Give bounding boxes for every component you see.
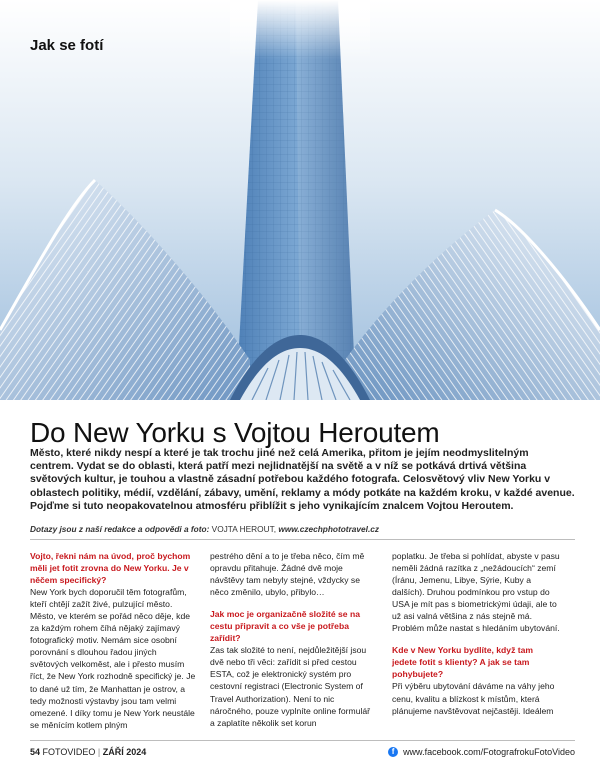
answer-1-continued: pestrého dění a to je třeba něco, čím mě opravdu přitahuje. Žádné dvě moje návštěvy tam nebyly stejné, vždycky se něco změnilo, ubylo, přibylo… — [210, 551, 365, 598]
section-label: Jak se fotí — [30, 37, 104, 54]
divider — [30, 539, 575, 540]
question-2: Jak moc je organizačně složité se na cestu připravit a co vše je potřeba zařídit? — [210, 609, 360, 644]
answer-2: Zas tak složité to není, nejdůležitější jsou dvě nebo tři věci: zařídit si před cestou ESTA, což je elektronický systém pro cestovní registraci (Electronic System of Travel Authorization). Není to nic náročného, pouze vyplníte online formulář a zaplatíte několik set korun — [210, 645, 371, 728]
answer-3: Při výběru ubytování dáváme na váhy jeho cenu, kvalitu a blízkost k místům, která plánujeme navštěvovat nejčastěji. Ideálem — [392, 681, 555, 716]
question-3: Kde v New Yorku bydlíte, když tam jedete fotit s klienty? A jak se tam pohybujete? — [392, 645, 534, 680]
footer-issue-info — [30, 747, 146, 757]
page-number: 54 — [30, 747, 41, 757]
paragraph-gap — [392, 634, 560, 644]
paragraph-gap — [210, 598, 376, 608]
answer-2-continued: poplatku. Je třeba si pohlídat, abyste v pasu neměli žádná razítka z „nežádoucích“ zemí (Íránu, Jemenu, Libye, Sýrie, Kuby a dalších). Druhou podmínkou pro vstup do USA je mít pas s biometrickými údaji, ale to už asi valná většina z nás stejně má. Problém může nastat s hledáním ubytování. — [392, 551, 560, 634]
article-lead — [30, 447, 575, 513]
lead-paragraph: Město, které nikdy nespí a které je tak trochu jiné než celá Amerika, přitom je jejím neodmyslitelným centrem. Vydat se do oblasti, která patří mezi nejlidnatější na světě a v níž se potkává drtivá většina světových kultur, je touhou a vlastně zásadní potřebou každého fotografa. Celosvětový vliv New Yorku v oblastech politiky, médií, vzdělání, zábavy, umění, reklamy a módy potkáte na každém kroku, v každé avenue. Pojďme si tuto neopakovatelnou atmosféru přiblížit s jeho vynikajícím znalcem Vojtou Heroutem. — [30, 447, 575, 512]
text-column-1 — [30, 550, 196, 731]
footer-separator: | — [97, 747, 101, 757]
magazine-name: FOTOVIDEO — [42, 747, 96, 757]
text-column-2 — [210, 550, 376, 729]
credit-website: www.czechphototravel.cz — [278, 524, 380, 534]
facebook-url[interactable]: www.facebook.com/FotografrokuFotoVideo — [403, 747, 575, 757]
question-1: Vojto, řekni nám na úvod, proč bychom měli jet fotit zrovna do New Yorku. Je v něčem specifický? — [30, 551, 191, 586]
issue-date: ZÁŘÍ 2024 — [102, 747, 147, 757]
footer-social[interactable] — [388, 747, 575, 757]
footer-divider — [30, 740, 575, 741]
article-headline: Do New Yorku s Vojtou Heroutem — [30, 417, 440, 448]
credit-author: VOJTA HEROUT, — [211, 524, 277, 534]
facebook-icon: f — [388, 747, 398, 757]
article-credit — [30, 524, 575, 534]
credit-label: Dotazy jsou z naší redakce a odpovědi a foto: — [30, 524, 210, 534]
answer-1: New York bych doporučil těm fotografům, kteří chtějí zažít živé, pulzující město. Město, ve kterém se pořád něco děje, kde za každým rohem číhá nějaký zajímavý fotografický motiv. Nemám sice osobní porovnání s dlouhou řadou jiných světových velkoměst, ale i přesto musím říct, že New York rozhodně specifický je. Je to dané už tím, že Manhattan je ostrov, a tedy možnosti výstavby jsou tam velmi omezené. I díky tomu je New York neustále se měnícím kotlem plným — [30, 587, 196, 730]
text-column-3 — [392, 550, 560, 717]
